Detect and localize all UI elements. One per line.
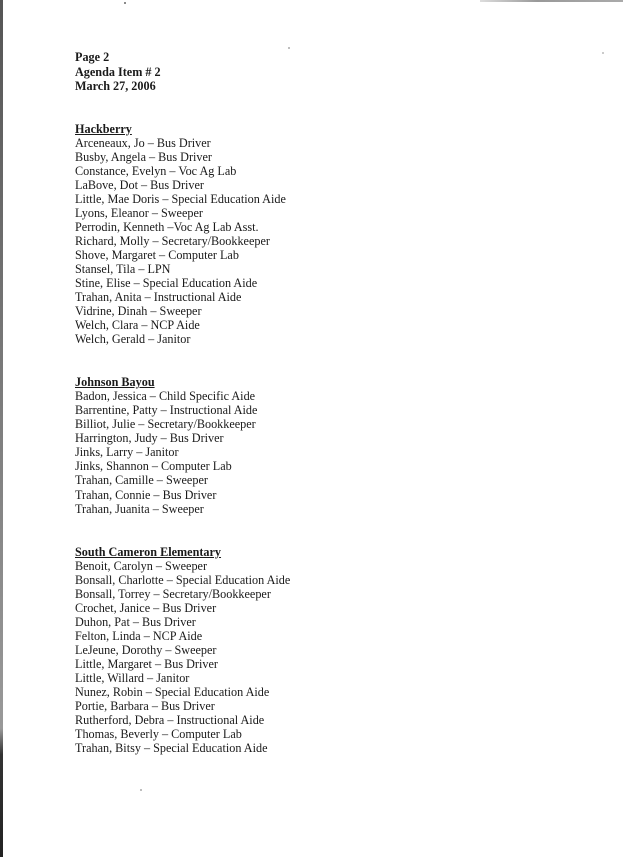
section-title: South Cameron Elementary [75, 544, 222, 559]
staff-entry: Billiot, Julie – Secretary/Bookkeeper [75, 417, 256, 432]
staff-entry: Badon, Jessica – Child Specific Aide [75, 389, 256, 404]
staff-entry: Constance, Evelyn – Voc Ag Lab [75, 163, 237, 178]
staff-entry: Bonsall, Torrey – Secretary/Bookkeeper [75, 586, 271, 601]
section-south-cameron-elementary [75, 545, 595, 756]
staff-entry: Stansel, Tila – LPN [75, 261, 171, 276]
staff-entry: Trahan, Camille – Sweeper [75, 473, 208, 488]
staff-entry: LaBove, Dot – Bus Driver [75, 177, 204, 192]
scan-speck [288, 47, 290, 49]
scan-edge-left [0, 0, 3, 857]
staff-entry: LeJeune, Dorothy – Sweeper [75, 642, 217, 657]
section-hackberry [75, 122, 595, 347]
staff-entry: Richard, Molly – Secretary/Bookkeeper [75, 233, 270, 248]
staff-entry: Benoit, Carolyn – Sweeper [75, 558, 208, 573]
staff-entry: Little, Mae Doris – Special Education Aide [75, 191, 286, 206]
staff-entry: Bonsall, Charlotte – Special Education Aide [75, 572, 291, 587]
staff-entry: Vidrine, Dinah – Sweeper [75, 304, 202, 319]
section-title: Johnson Bayou [75, 375, 155, 390]
staff-entry: Shove, Margaret – Computer Lab [75, 247, 239, 262]
staff-entry: Welch, Clara – NCP Aide [75, 318, 200, 333]
scan-speck [140, 789, 142, 791]
staff-entry: Lyons, Eleanor – Sweeper [75, 205, 203, 220]
agenda-item: Agenda Item # 2 [75, 64, 161, 79]
page-number: Page 2 [75, 50, 110, 64]
staff-entry: Little, Willard – Janitor [75, 671, 190, 685]
document-page [75, 50, 595, 755]
scan-edge-top [480, 0, 623, 2]
staff-entry: Nunez, Robin – Special Education Aide [75, 685, 270, 700]
staff-entry: Arceneaux, Jo – Bus Driver [75, 135, 211, 150]
staff-entry: Little, Margaret – Bus Driver [75, 656, 218, 671]
staff-entry: Trahan, Juanita – Sweeper [75, 501, 204, 516]
document-header [75, 50, 595, 94]
staff-entry: Jinks, Larry – Janitor [75, 445, 179, 460]
staff-entry: Perrodin, Kenneth –Voc Ag Lab Asst. [75, 219, 259, 234]
document-date: March 27, 2006 [75, 79, 156, 93]
staff-entry: Jinks, Shannon – Computer Lab [75, 459, 232, 474]
scan-speck [602, 52, 604, 54]
staff-entry: Trahan, Bitsy – Special Education Aide [75, 741, 268, 756]
staff-entry: Welch, Gerald – Janitor [75, 332, 191, 347]
staff-entry: Portie, Barbara – Bus Driver [75, 699, 215, 714]
staff-entry: Duhon, Pat – Bus Driver [75, 614, 196, 629]
staff-entry: Stine, Elise – Special Education Aide [75, 275, 258, 290]
scan-speck [124, 2, 126, 4]
section-johnson-bayou [75, 375, 595, 515]
staff-entry: Thomas, Beverly – Computer Lab [75, 727, 242, 742]
school-sections [75, 122, 595, 756]
staff-entry: Trahan, Anita – Instructional Aide [75, 290, 242, 305]
staff-entry: Barrentine, Patty – Instructional Aide [75, 403, 258, 418]
staff-entry: Busby, Angela – Bus Driver [75, 149, 212, 164]
staff-entry: Harrington, Judy – Bus Driver [75, 431, 224, 446]
staff-entry: Felton, Linda – NCP Aide [75, 628, 203, 643]
staff-entry: Crochet, Janice – Bus Driver [75, 600, 217, 615]
staff-entry: Trahan, Connie – Bus Driver [75, 487, 217, 502]
section-title: Hackberry [75, 121, 132, 136]
staff-entry: Rutherford, Debra – Instructional Aide [75, 713, 265, 728]
